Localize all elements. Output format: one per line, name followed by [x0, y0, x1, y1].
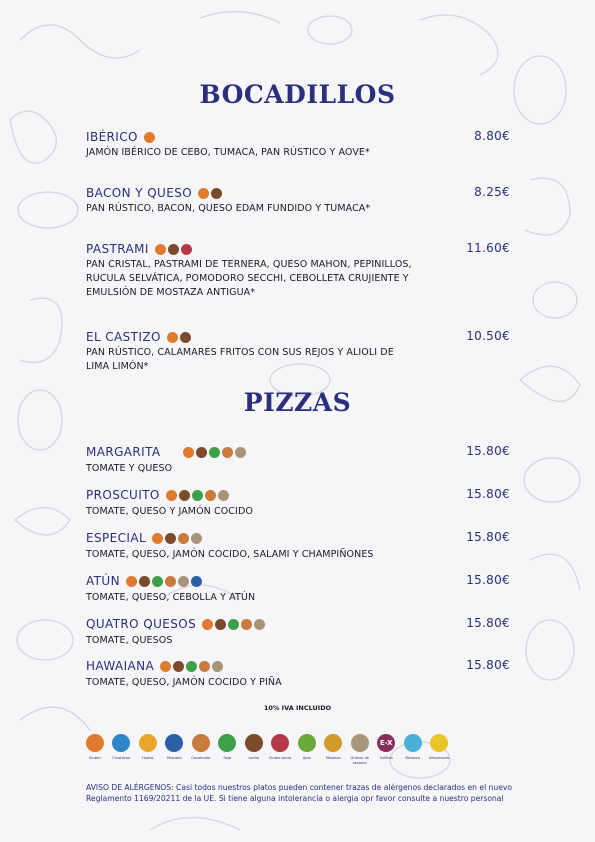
sesamo-icon — [254, 619, 265, 630]
cacahuete-icon — [165, 576, 176, 587]
allergen-legend — [84, 734, 524, 766]
legend-label: Granos de sesamo — [350, 756, 369, 765]
menu-item-description: TOMATE, QUESO, JAMÓN COCIDO, SALAMI Y CHAMPIÑONES — [86, 549, 374, 560]
menu-item-description: TOMATE, QUESO, JAMÓN COCIDO Y PIÑA — [86, 677, 282, 688]
molusco-icon — [404, 734, 422, 752]
bocadillos-title: BOCADILLOS — [199, 80, 396, 109]
menu-item-price: 10.50€ — [466, 329, 510, 343]
lacteos-icon — [211, 188, 222, 199]
lacteos-icon — [180, 332, 191, 343]
allergen-icons — [202, 619, 265, 630]
menu-item-description: TOMATE, QUESOS — [86, 635, 173, 646]
allergen-icons — [152, 533, 202, 544]
legend-label: Frutos secos — [269, 756, 292, 760]
menu-item-header — [86, 487, 516, 503]
menu-item-header — [86, 616, 516, 632]
menu-item-header — [86, 530, 516, 546]
menu-item-description: PAN RÚSTICO, BACON, QUESO EDAM FUNDIDO Y TUMACA* — [86, 203, 371, 214]
cacahuete-icon — [199, 661, 210, 672]
menu-item-price: 15.80€ — [466, 616, 510, 630]
pescado-icon — [191, 576, 202, 587]
legend-label: Pescado — [166, 756, 182, 760]
legend-item-cacahuete — [190, 734, 212, 766]
menu-item-description: PAN CRISTAL, PASTRAMI DE TERNERA, QUESO MAHON, PEPINILLOS, RUCULA SELVÁTICA, POMODORO SECCHI, CEBOLLETA CRUJIENTE Y EMULSIÓN DE MOSTAZA ANTIGUA* — [86, 259, 412, 298]
lacteos-icon — [168, 244, 179, 255]
lacteos-icon — [179, 490, 190, 501]
menu-item-header — [86, 129, 516, 145]
allergen-icons — [144, 132, 155, 143]
menu-item — [86, 487, 516, 519]
legend-label: Molusco — [405, 756, 421, 760]
gluten-icon — [144, 132, 155, 143]
gluten-icon — [202, 619, 213, 630]
gluten-icon — [86, 734, 104, 752]
soja-icon — [192, 490, 203, 501]
allergen-icons — [155, 244, 192, 255]
cacahuete-icon — [241, 619, 252, 630]
allergen-icons — [166, 490, 229, 501]
menu-item-name: PROSCUITO — [86, 488, 160, 502]
legend-item-crustaceos — [111, 734, 133, 766]
sesamo-icon — [351, 734, 369, 752]
crustaceos-icon — [112, 734, 130, 752]
menu-item-description: TOMATE, QUESO Y JAMÓN COCIDO — [86, 506, 253, 517]
menu-item — [86, 530, 516, 562]
legend-label: Huevo — [141, 756, 154, 760]
legend-item-sulfitos — [376, 734, 398, 766]
menu-item-price: 15.80€ — [466, 573, 510, 587]
cacahuete-icon — [192, 734, 210, 752]
legend-label: Altramuces — [429, 756, 450, 760]
lacteos-icon — [245, 734, 263, 752]
pizzas-title: PIZZAS — [243, 388, 352, 417]
cacahuete-icon — [178, 533, 189, 544]
soja-icon — [228, 619, 239, 630]
pescado-icon — [165, 734, 183, 752]
huevo-icon — [139, 734, 157, 752]
sesamo-icon — [218, 490, 229, 501]
gluten-icon — [152, 533, 163, 544]
allergen-icons — [126, 576, 202, 587]
gluten-icon — [160, 661, 171, 672]
legend-label: Apio — [302, 756, 311, 760]
legend-label: Leche — [248, 756, 260, 760]
allergen-icons — [183, 447, 246, 458]
menu-item-description: JAMÓN IBÉRICO DE CEBO, TUMACA, PAN RÚSTICO Y AOVE* — [86, 147, 370, 158]
iva-note: 10% IVA INCLUIDO — [263, 704, 332, 712]
gluten-icon — [155, 244, 166, 255]
gluten-icon — [198, 188, 209, 199]
lacteos-icon — [165, 533, 176, 544]
menu-item — [86, 658, 516, 690]
menu-item-name: IBÉRICO — [86, 130, 138, 144]
gluten-icon — [167, 332, 178, 343]
menu-item-description: TOMATE Y QUESO — [86, 463, 173, 474]
cacahuete-icon — [222, 447, 233, 458]
menu-item-price: 8.80€ — [474, 129, 510, 143]
menu-item — [86, 573, 516, 605]
menu-item-header — [86, 658, 516, 674]
legend-item-huevo — [137, 734, 159, 766]
menu-item-header — [86, 444, 516, 460]
legend-item-molusco — [402, 734, 424, 766]
legend-item-sesamo — [349, 734, 371, 766]
menu-item — [86, 616, 516, 648]
gluten-icon — [126, 576, 137, 587]
menu-item-header — [86, 241, 516, 257]
frutos-secos-icon — [181, 244, 192, 255]
menu-item — [86, 329, 516, 374]
menu-item-name: ESPECIAL — [86, 531, 147, 545]
menu-item-name: HAWAIANA — [86, 659, 155, 673]
sesamo-icon — [191, 533, 202, 544]
legend-item-soja — [217, 734, 239, 766]
allergen-icons — [160, 661, 223, 672]
menu-item-price: 15.80€ — [466, 444, 510, 458]
menu-item-price: 11.60€ — [466, 241, 510, 255]
lacteos-icon — [215, 619, 226, 630]
menu-item-description: PAN RÚSTICO, CALAMARES FRITOS CON SUS REJOS Y ALIOLI DE LIMA LIMÓN* — [86, 347, 394, 372]
lacteos-icon — [139, 576, 150, 587]
menu-item-name: MARGARITA — [86, 445, 161, 459]
altramuces-icon — [430, 734, 448, 752]
frutos-secos-icon — [271, 734, 289, 752]
soja-icon — [209, 447, 220, 458]
legend-item-lacteos — [243, 734, 265, 766]
legend-item-pescado — [164, 734, 186, 766]
menu-item-name: PASTRAMI — [86, 242, 149, 256]
menu-item-price: 8.25€ — [474, 185, 510, 199]
sesamo-icon — [212, 661, 223, 672]
menu-item-header — [86, 329, 516, 345]
apio-icon — [298, 734, 316, 752]
legend-label: Sulfitos — [379, 756, 393, 760]
allergen-icons — [198, 188, 222, 199]
menu-item — [86, 185, 516, 216]
legend-item-mostaza — [323, 734, 345, 766]
menu-item-name: BACON Y QUESO — [86, 186, 193, 200]
soja-icon — [218, 734, 236, 752]
menu-item-price: 15.80€ — [466, 487, 510, 501]
menu-item — [86, 444, 516, 476]
legend-label: Mostaza — [325, 756, 341, 760]
gluten-icon — [183, 447, 194, 458]
menu-item-name: EL CASTIZO — [86, 330, 161, 344]
menu-item-name: ATÚN — [86, 574, 120, 588]
menu-item-name: QUATRO QUESOS — [86, 617, 197, 631]
legend-label: Gluten — [88, 756, 101, 760]
menu-item-header — [86, 573, 516, 589]
menu-item-price: 15.80€ — [466, 530, 510, 544]
sesamo-icon — [235, 447, 246, 458]
mostaza-icon — [324, 734, 342, 752]
soja-icon — [152, 576, 163, 587]
menu-item-header — [86, 185, 516, 201]
legend-item-apio — [296, 734, 318, 766]
lacteos-icon — [173, 661, 184, 672]
legend-label: Soja — [223, 756, 232, 760]
legend-item-frutos-secos — [270, 734, 292, 766]
sesamo-icon — [178, 576, 189, 587]
gluten-icon — [166, 490, 177, 501]
menu-item-description: TOMATE, QUESO, CEBOLLA Y ATÚN — [86, 592, 256, 603]
menu-item-price: 15.80€ — [466, 658, 510, 672]
lacteos-icon — [196, 447, 207, 458]
legend-label: Cacahuete — [191, 756, 211, 760]
sulfitos-icon: E-X — [377, 734, 395, 752]
menu-item — [86, 129, 516, 160]
legend-item-altramuces — [429, 734, 451, 766]
cacahuete-icon — [205, 490, 216, 501]
allergen-icons — [167, 332, 191, 343]
legend-label: Crustáceo — [112, 756, 131, 760]
allergen-notice: AVISO DE ALÉRGENOS: Casi todos nuestros platos pueden contener trazas de alérgenos declarados en el nuevo Reglamento 1169/20211 de la UE. Si tiene alguna intolerancia o alergia opr favor consulte a nuestro personal — [86, 783, 513, 803]
legend-item-gluten — [84, 734, 106, 766]
menu-item — [86, 241, 516, 300]
soja-icon — [186, 661, 197, 672]
